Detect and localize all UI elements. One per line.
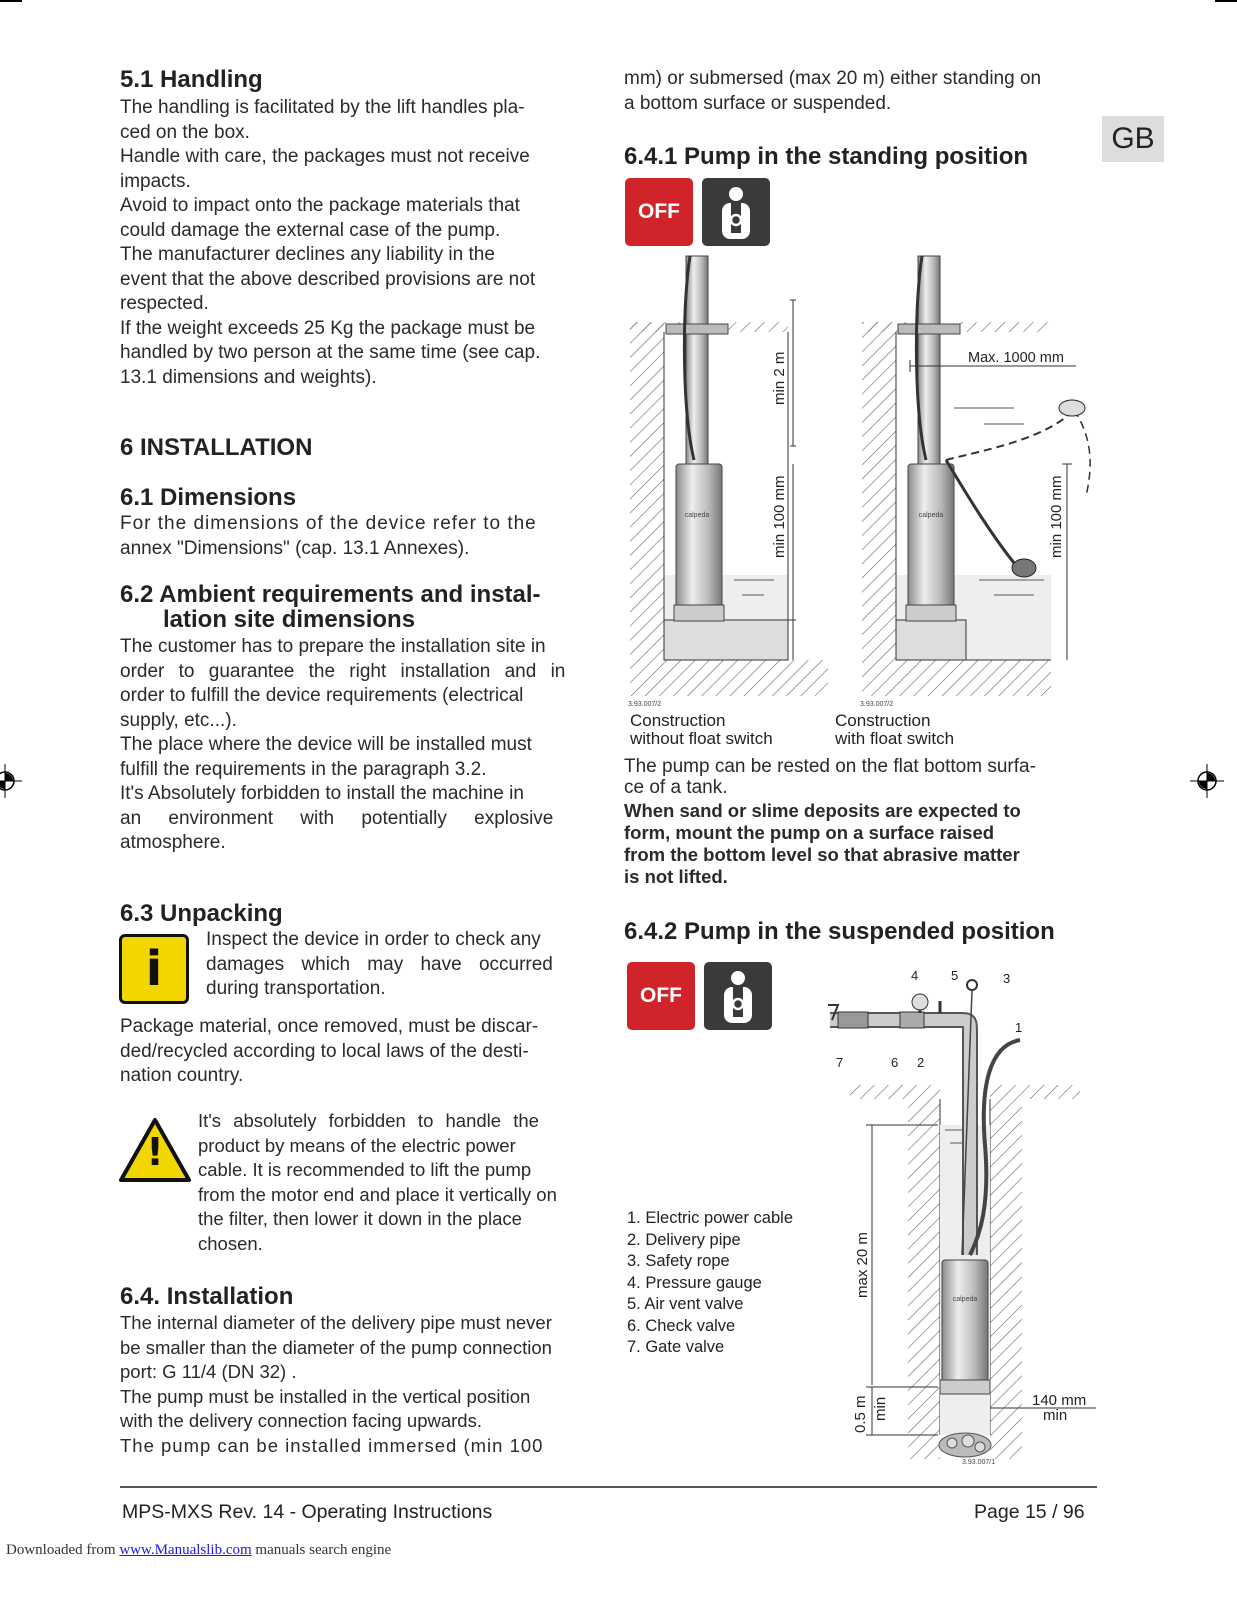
heading-6-1: 6.1 Dimensions (120, 484, 297, 511)
registration-mark-left (0, 764, 22, 798)
dim-max-20m: max 20 m (854, 1232, 871, 1298)
qualified-person-icon (702, 178, 770, 246)
dim-min-100mm-b: min 100 mm (1048, 475, 1065, 558)
fig-code-a: 3.93.007/2 (628, 701, 662, 708)
fig-code-b: 3.93.007/2 (860, 701, 894, 708)
qualified-person-glyph (702, 178, 770, 246)
callout-7: 7 (836, 1055, 844, 1070)
brand-label-c: calpeda (952, 1296, 978, 1303)
callout-2: 2 (917, 1055, 925, 1070)
qualified-person-glyph-2 (704, 962, 772, 1030)
info-icon (119, 934, 189, 1004)
legend-item: 2. Delivery pipe (627, 1230, 741, 1249)
paragraph-6-3: Package material, once removed, must be discar- ded/recycled according to local laws of the desti- nation country. (120, 1016, 539, 1086)
figure-standing-position (624, 250, 1104, 715)
legend-item: 1. Electric power cable (627, 1209, 793, 1227)
brand-label-b: calpeda (918, 512, 944, 519)
dim-max-1000mm: Max. 1000 mm (968, 350, 1064, 366)
legend-list (627, 1208, 793, 1359)
heading-6-4: 6.4. Installation (120, 1283, 294, 1310)
footer-page-number: Page 15 / 96 (974, 1501, 1085, 1523)
legend-item: 5. Air vent valve (627, 1295, 744, 1313)
dim-0-5m: 0.5 m (852, 1395, 869, 1433)
dim-min-2m: min 2 m (771, 351, 788, 405)
brand-label-a: calpeda (684, 512, 710, 519)
legend-item: 4. Pressure gauge (627, 1273, 762, 1292)
paragraph-6-2: The customer has to prepare the installation site in order to guarantee the right installation and in order to fulfill the device requirements (electrical supply, etc...). The place where the device will be installed must fulfill the requirements in the paragraph 3.2. It's Absolutely forbidden to install the machine in an environment with potentially explosive atmosphere. (120, 636, 566, 853)
paragraph-6-1: For the dimensions of the device refer to the annex "Dimensions" (cap. 13.1 Annexes). (120, 513, 537, 559)
paragraph-6-4-1: The pump can be rested on the flat bottom surfa- ce of a tank. (624, 756, 1036, 798)
power-off-icon-2: OFF (627, 962, 695, 1030)
crop-mark-top-left (0, 0, 22, 2)
language-tab: GB (1102, 116, 1164, 162)
download-suffix: manuals search engine (251, 1542, 392, 1558)
heading-5-1: 5.1 Handling (120, 66, 263, 93)
caption-without-float: Construction without float switch (630, 711, 773, 748)
footer-document-title: MPS-MXS Rev. 14 - Operating Instructions (122, 1501, 493, 1523)
dim-min-100mm-a: min 100 mm (771, 475, 788, 558)
fig-code-c: 3.93.007/1 (962, 1459, 996, 1466)
heading-6-4-1: 6.4.1 Pump in the standing position (624, 143, 1029, 170)
callout-3: 3 (1003, 971, 1011, 986)
callout-5: 5 (951, 968, 959, 983)
download-banner (6, 1542, 391, 1559)
qualified-person-icon-2 (704, 962, 772, 1030)
callout-4: 4 (911, 968, 919, 983)
legend-item: 7. Gate valve (627, 1338, 725, 1356)
footer-rule (120, 1486, 1097, 1488)
dim-140mm-min: min (1043, 1407, 1068, 1424)
crop-mark-top-right (1215, 0, 1237, 2)
legend-item: 3. Safety rope (627, 1252, 730, 1270)
manualslib-link[interactable]: www.Manualslib.com (119, 1542, 252, 1558)
paragraph-6-4-continued: mm) or submersed (max 20 m) either standing on a bottom surface or suspended. (624, 68, 1042, 114)
power-off-icon: OFF (625, 178, 693, 246)
callout-1: 1 (1015, 1020, 1023, 1035)
paragraph-6-4: The internal diameter of the delivery pipe must never be smaller than the diameter of the pump connection port: G 11/4 (DN 32) . The pump must be installed in the vertical position with the delivery connection facing upwards. The pump can be installed immersed (min 100 (120, 1312, 552, 1456)
dim-0-5m-min: min (872, 1396, 889, 1421)
info-note: Inspect the device in order to check any damages which may have occurred during transportation. (206, 929, 553, 999)
heading-6-4-2: 6.4.2 Pump in the suspended position (624, 918, 1055, 945)
warning-note: It's absolutely forbidden to handle the product by means of the electric power cable. It is recommended to lift the pump from the motor end and place it vertically on the filter, then lower it down in the place chosen. (198, 1110, 557, 1254)
dim-140mm: 140 mm (1032, 1392, 1087, 1409)
paragraph-5-1: The handling is facilitated by the lift handles pla- ced on the box. Handle with care, the packages must not receive impacts. Avoid to impact onto the package materials that could damage the external case of the pump. The manufacturer declines any liability in the event that the above described provisions are not respected. If the weight exceeds 25 Kg the package must be handled by two person at the same time (see cap. 13.1 dimensions and weights). (120, 97, 541, 388)
heading-6: 6 INSTALLATION (120, 434, 313, 461)
legend-item: 6. Check valve (627, 1316, 736, 1335)
warning-icon-glyph: ! (146, 1130, 164, 1174)
download-prefix: Downloaded from (6, 1542, 120, 1558)
info-icon-glyph: i (145, 941, 163, 997)
figure-suspended-position (810, 965, 1100, 1470)
heading-6-2: 6.2 Ambient requirements and instal- lation site dimensions (120, 581, 541, 633)
caption-with-float: Construction with float switch (835, 711, 955, 748)
heading-6-3: 6.3 Unpacking (120, 900, 283, 927)
paragraph-6-4-1-bold: When sand or slime deposits are expected to form, mount the pump on a surface raised from the bottom level so that abrasive matter is not lifted. (624, 800, 1021, 887)
registration-mark-right (1190, 764, 1224, 798)
callout-6: 6 (891, 1055, 899, 1070)
